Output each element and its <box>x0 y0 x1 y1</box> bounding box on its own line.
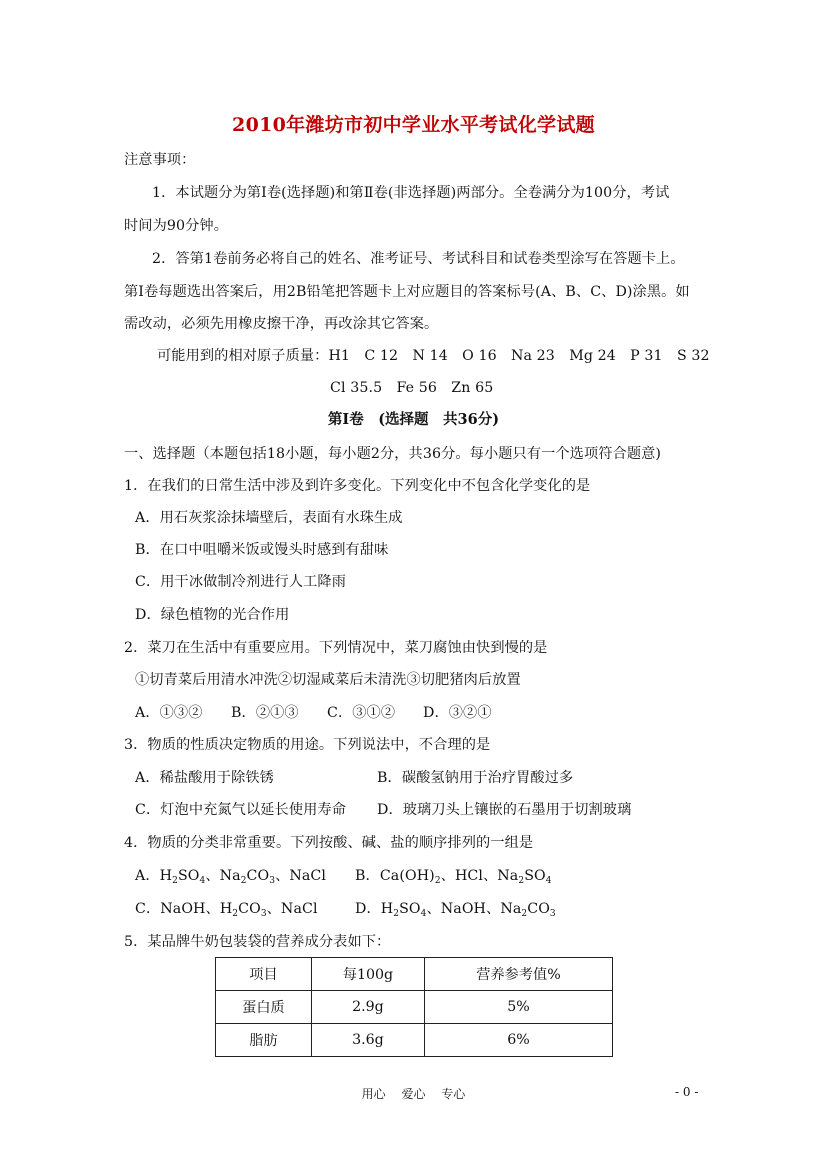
q4-stem: 4．物质的分类非常重要。下列按酸、碱、盐的顺序排列的一组是 <box>124 835 534 851</box>
table-row <box>216 991 613 1024</box>
notice-p1-line1: 1．本试题分为第Ⅰ卷(选择题)和第Ⅱ卷(非选择题)两部分。全卷满分为100分，考试 <box>152 185 670 201</box>
q2-option-a: A．①③② <box>135 705 203 721</box>
q2-option-c: C．③①② <box>327 705 396 721</box>
q3-option-c: C．灯泡中充氮气以延长使用寿命 <box>135 802 346 818</box>
q2-items: ①切青菜后用清水冲洗②切湿咸菜后未清洗③切肥猪肉后放置 <box>135 672 521 688</box>
q3-option-d: D．玻璃刀头上镶嵌的石墨用于切割玻璃 <box>377 802 632 818</box>
q1-option-a: A．用石灰浆涂抹墙壁后，表面有水珠生成 <box>135 510 403 526</box>
table-row <box>216 1024 613 1057</box>
page-number: - 0 - <box>675 1085 699 1099</box>
q3-option-b: B．碳酸氢钠用于治疗胃酸过多 <box>377 770 574 786</box>
exam-title: 2010年潍坊市初中学业水平考试化学试题 <box>232 114 595 136</box>
q1-option-d: D．绿色植物的光合作用 <box>135 607 290 623</box>
q3-stem: 3．物质的性质决定物质的用途。下列说法中，不合理的是 <box>124 737 491 753</box>
notice-heading: 注意事项： <box>124 152 196 168</box>
table-cell: 3.6g <box>311 1024 424 1057</box>
atomic-masses-line1: 可能用到的相对原子质量：H1 C 12 N 14 O 16 Na 23 Mg 24 P 31 S 32 <box>157 348 710 364</box>
section-title: 第Ⅰ卷 (选择题 共36分) <box>327 411 500 428</box>
notice-p1-line2: 时间为90分钟。 <box>124 218 228 234</box>
table-cell: 蛋白质 <box>216 991 312 1024</box>
q4-option-c: C．NaOH、$H_2CO_3$、NaCl <box>135 901 318 919</box>
part-intro: 一、选择题（本题包括18小题，每小题2分，共36分。每小题只有一个选项符合题意) <box>124 446 662 462</box>
notice-p2-line2: 第Ⅰ卷每题选出答案后，用2B铅笔把答题卡上对应题目的答案标号(A、B、C、D)涂黑。如 <box>124 284 690 300</box>
notice-p2-line1: 2．答第1卷前务必将自己的姓名、准考证号、考试科目和试卷类型涂写在答题卡上。 <box>152 251 685 267</box>
notice-p2-line3: 需改动，必须先用橡皮擦干净，再改涂其它答案。 <box>124 316 439 332</box>
table-header-cell: 每100g <box>311 958 424 991</box>
table-header-cell: 营养参考值% <box>424 958 612 991</box>
q2-stem: 2．菜刀在生活中有重要应用。下列情况中，菜刀腐蚀由快到慢的是 <box>124 640 548 656</box>
q2-option-b: B．②①③ <box>231 705 299 721</box>
table-cell: 脂肪 <box>216 1024 312 1057</box>
atomic-masses-line2: Cl 35.5 Fe 56 Zn 65 <box>330 380 494 396</box>
table-cell: 6% <box>424 1024 612 1057</box>
q4-option-b: B．$Ca(OH)_2$、HCl、$Na_2SO_4$ <box>355 868 552 886</box>
nutrition-table <box>215 957 613 1057</box>
table-cell: 2.9g <box>311 991 424 1024</box>
table-header-row <box>216 958 613 991</box>
q5-stem: 5．某品牌牛奶包装袋的营养成分表如下： <box>124 934 391 950</box>
q1-option-b: B．在口中咀嚼米饭或馒头时感到有甜味 <box>135 542 389 558</box>
page-footer: 用心 爱心 专心 <box>361 1087 466 1101</box>
q4-option-d: D．$H_2SO_4$、NaOH、$Na_2CO_3$ <box>355 901 556 919</box>
q2-option-d: D．③②① <box>423 705 492 721</box>
q1-option-c: C．用干冰做制冷剂进行人工降雨 <box>135 574 346 590</box>
q4-option-a: A．$H_2SO_4$、$Na_2CO_3$、NaCl <box>135 868 327 886</box>
q3-option-a: A．稀盐酸用于除铁锈 <box>135 770 274 786</box>
q1-stem: 1．在我们的日常生活中涉及到许多变化。下列变化中不包含化学变化的是 <box>124 478 591 494</box>
table-cell: 5% <box>424 991 612 1024</box>
table-header-cell: 项目 <box>216 958 312 991</box>
